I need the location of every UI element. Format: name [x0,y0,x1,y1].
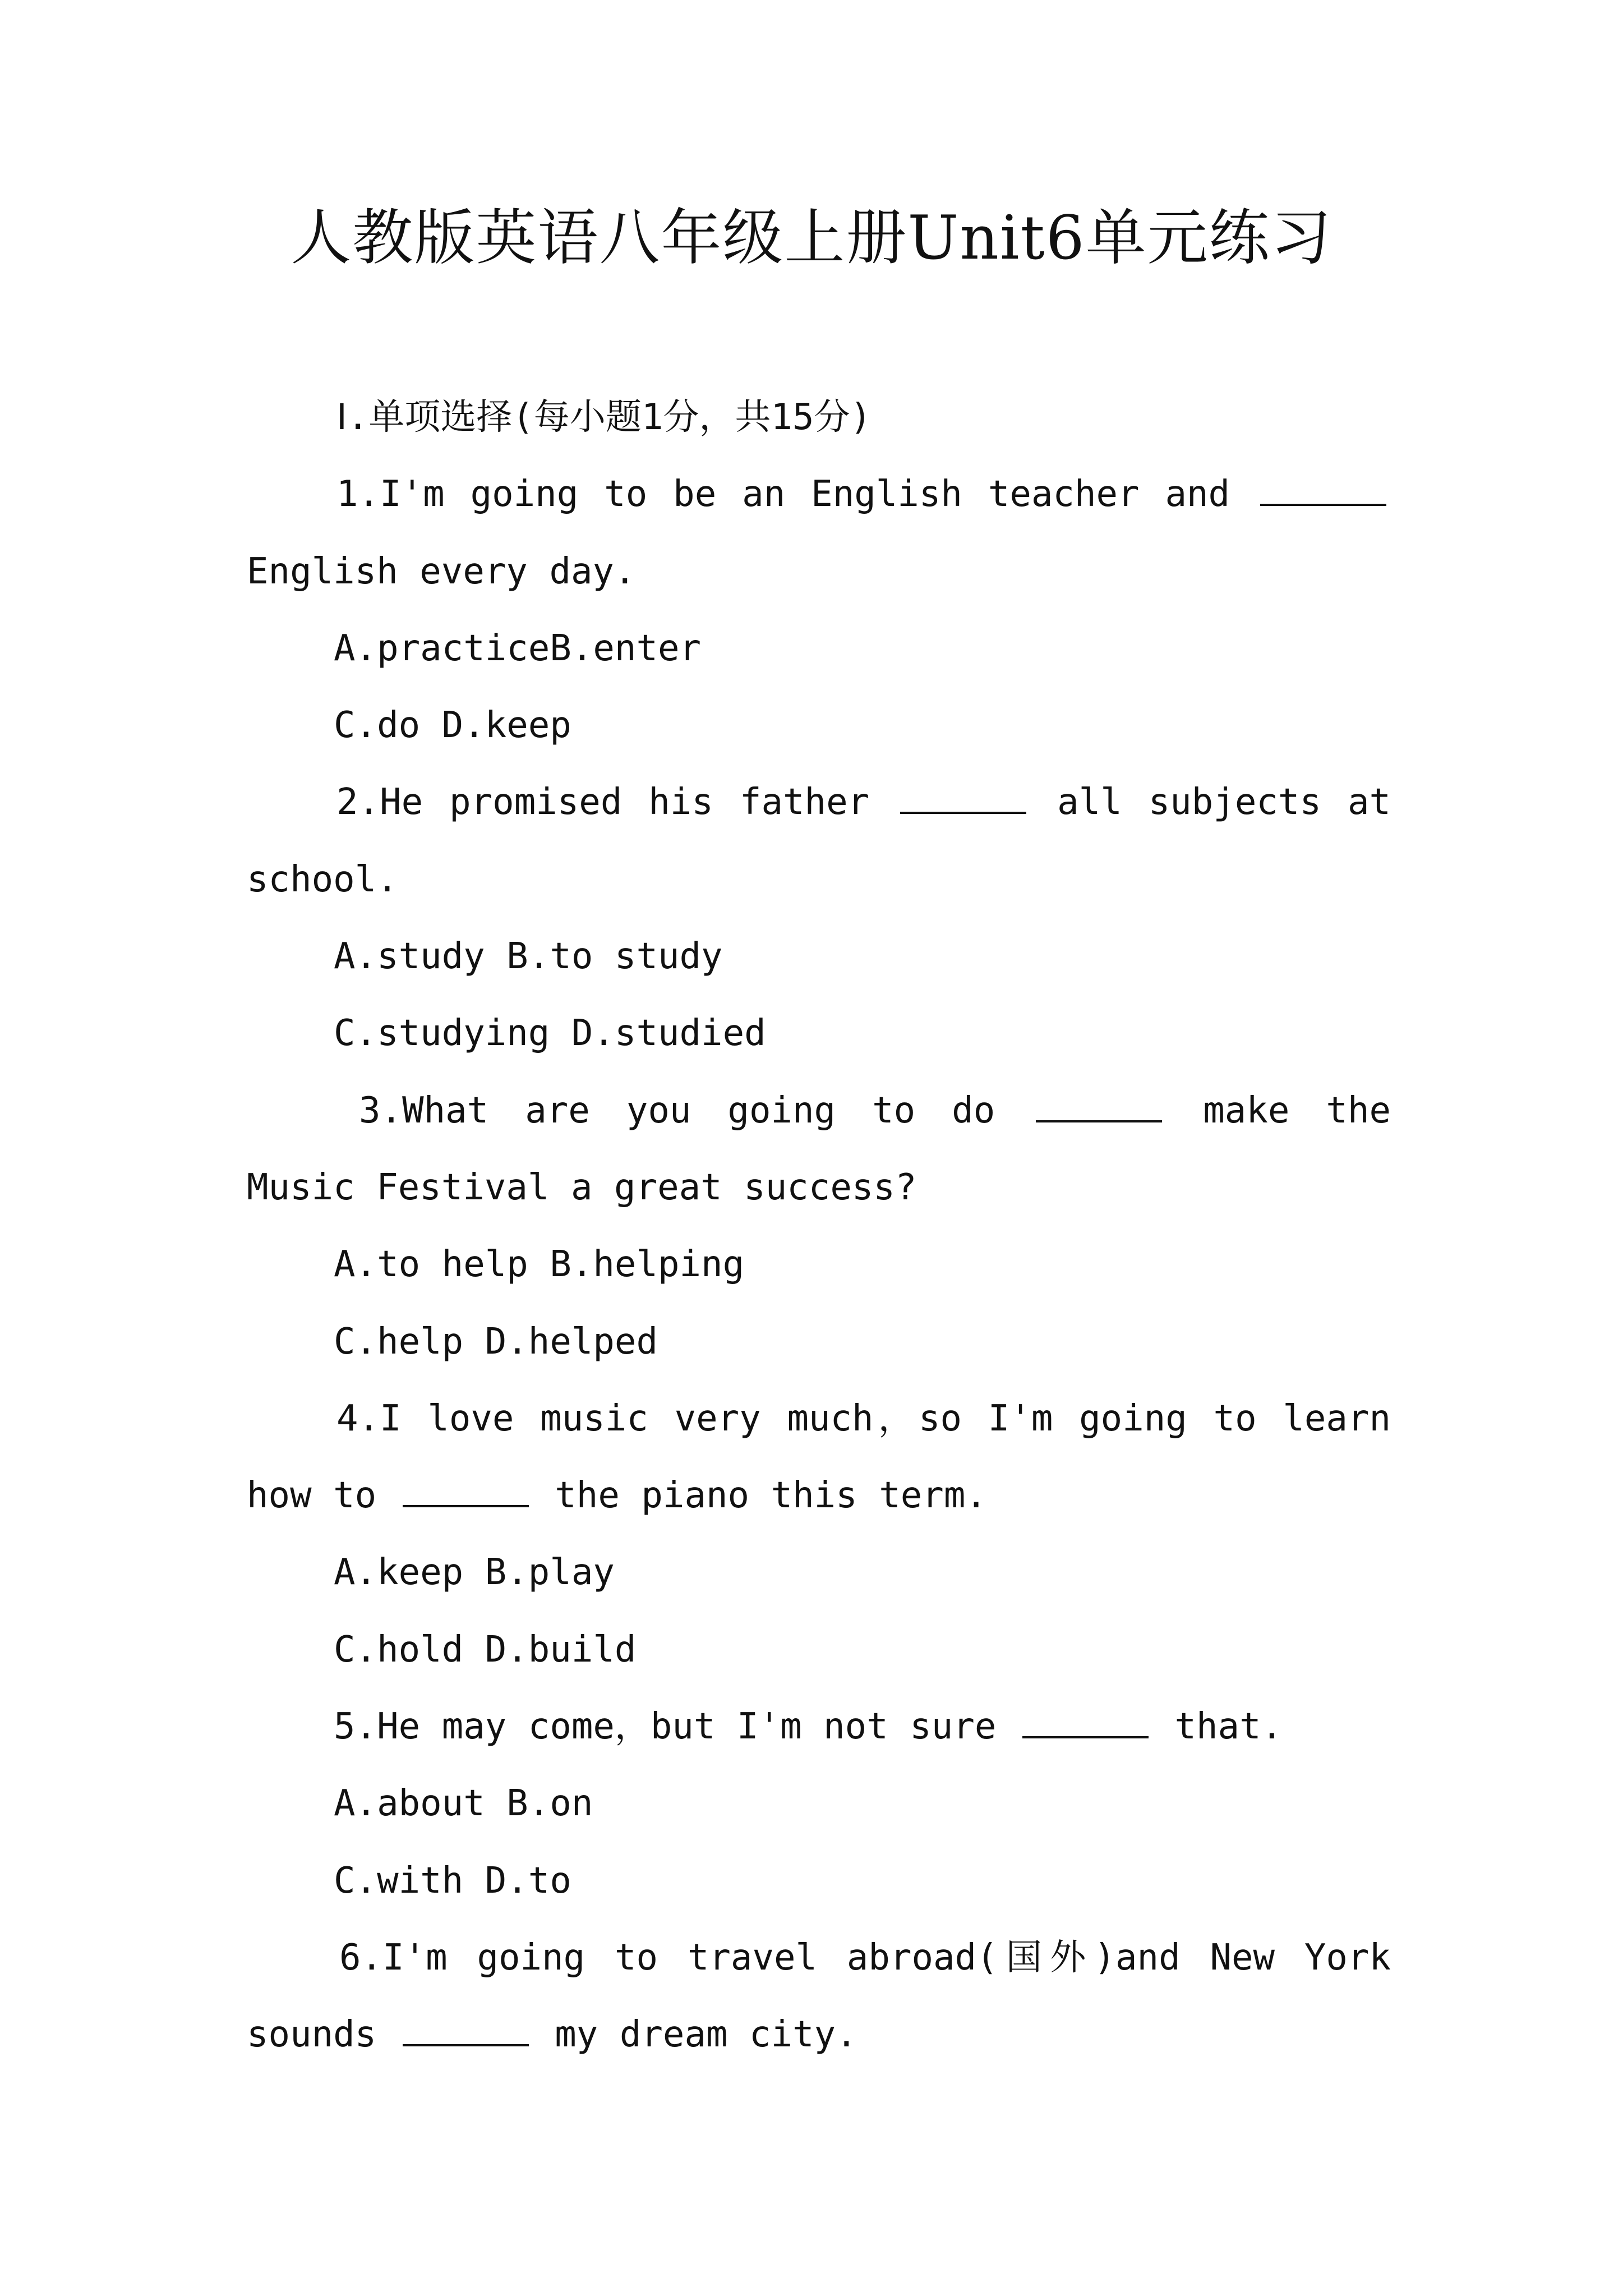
question-1-blank [1260,476,1386,506]
question-6-continuation-end: my dream city. [555,2014,857,2056]
question-3-options-ab: A.to help B.helping [334,1244,745,1286]
question-2-stem: 2.He promised his father [336,781,870,823]
question-2-stem-end: all subjects at [1057,781,1391,823]
question-4-continuation [247,1457,1391,1534]
question-3-blank [1036,1092,1162,1122]
question-6-blank [403,2016,529,2046]
question-3-stem: 3.What are you going to do [359,1089,995,1131]
question-2-continuation: school. [247,858,398,900]
question-4-continuation-start: how to [247,1475,377,1517]
question-5-blank [1022,1708,1149,1738]
question-6-line-1 [247,1920,1391,1996]
question-6-stem: 6.I'm going to travel abroad(国外)and New York [339,1936,1391,1978]
exercise-content [247,379,1391,2074]
question-3-options-cd: C.help D.helped [334,1320,658,1363]
question-2-options-cd: C.studying D.studied [334,1013,766,1055]
question-3-line-1 [247,1073,1391,1149]
question-4-line-1 [247,1381,1391,1457]
question-4-continuation-end: the piano this term. [555,1475,987,1517]
question-1-stem: 1.I'm going to be an English teacher and [336,473,1230,516]
question-1-line-1 [247,456,1391,533]
question-3-stem-end: make the [1203,1089,1391,1131]
question-4-stem: 4.I love music very much，so I'm going to learn [336,1397,1391,1439]
question-4-options-cd: C.hold D.build [334,1628,637,1671]
question-5-stem: 5.He may come，but I'm not sure [334,1706,997,1748]
question-1-continuation: English every day. [247,550,636,592]
question-4-blank [403,1477,529,1507]
question-2-blank [900,784,1026,814]
page-title: 人教版英语八年级上册Unit6单元练习 [291,203,1332,273]
question-4-options-ab: A.keep B.play [334,1552,615,1594]
question-3-continuation: Music Festival a great success? [247,1166,917,1208]
question-5-line-1 [247,1688,1391,1765]
question-6-continuation [247,1996,1391,2073]
question-1-options-ab: A.practiceB.enter [334,627,702,669]
question-5-options-cd: C.with D.to [334,1860,571,1902]
question-6-continuation-start: sounds [247,2014,377,2056]
question-5-stem-end: that. [1174,1706,1283,1748]
question-2-line-1 [247,764,1391,841]
question-2-options-ab: A.study B.to study [334,936,723,978]
question-5-options-ab: A.about B.on [334,1783,593,1825]
section-heading: Ⅰ.单项选择(每小题1分，共15分) [336,397,872,438]
question-1-options-cd: C.do D.keep [334,705,571,747]
